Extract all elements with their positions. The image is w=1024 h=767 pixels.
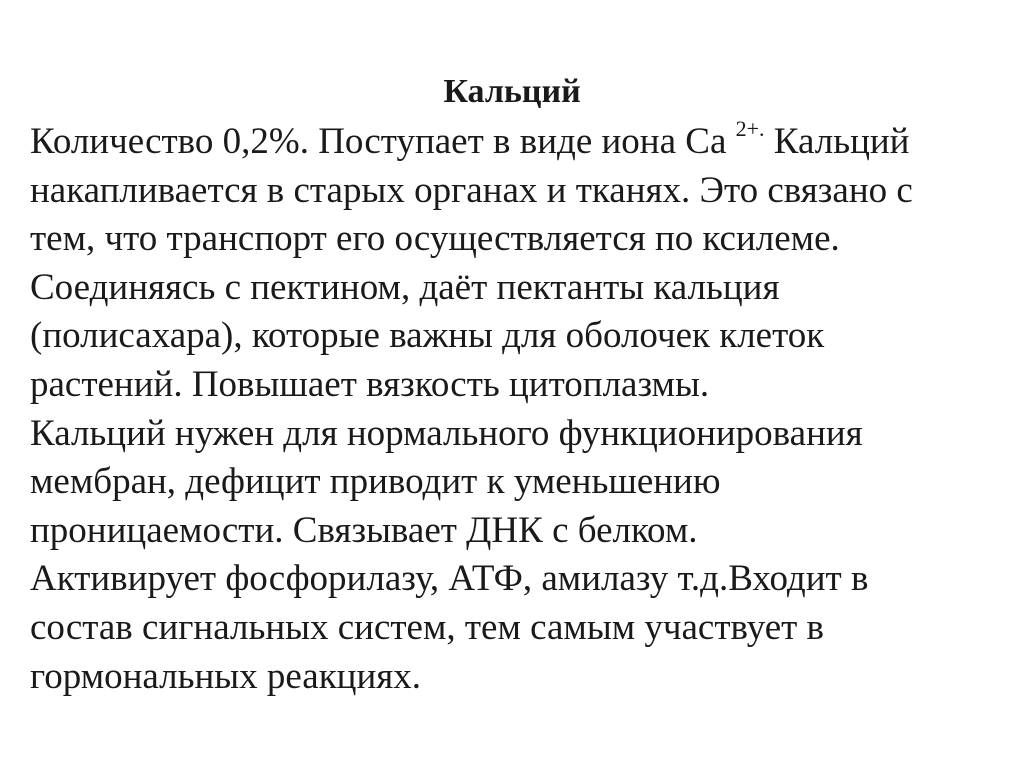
text-line-2: накапливается в старых органах и тканях. Это связано с [30,169,913,211]
text-line-8: мембран, дефицит приводит к уменьшению [30,461,721,503]
ion-charge-superscript: 2+. [735,115,765,141]
text-line-1-end: Кальций [764,121,910,162]
text-line-5: (полисахара), которые важны для оболочек клеток [30,315,825,357]
text-line-4: Соединяясь с пектином, даёт пектанты кальция [30,266,780,308]
slide-title: Кальций [443,73,581,110]
text-line-12: гормональных реакциях. [30,655,422,697]
text-line-9: проницаемости. Связывает ДНК с белком. [30,509,698,551]
text-line-10: Активирует фосфорилазу, АТФ, амилазу т.д.Входит в [30,558,869,600]
text-line-1 [30,115,1010,167]
text-line-11: состав сигнальных систем, тем самым участвует в [30,606,825,648]
text-line-3: тем, что транспорт его осуществляется по ксилеме. [30,218,840,260]
text-line-1-start: Количество 0,2%. Поступает в виде иона Ca [30,121,736,162]
text-line-6: растений. Повышает вязкость цитоплазмы. [30,363,710,405]
text-line-7: Кальций нужен для нормального функционирования [30,412,863,454]
slide-body-text [30,115,1010,701]
